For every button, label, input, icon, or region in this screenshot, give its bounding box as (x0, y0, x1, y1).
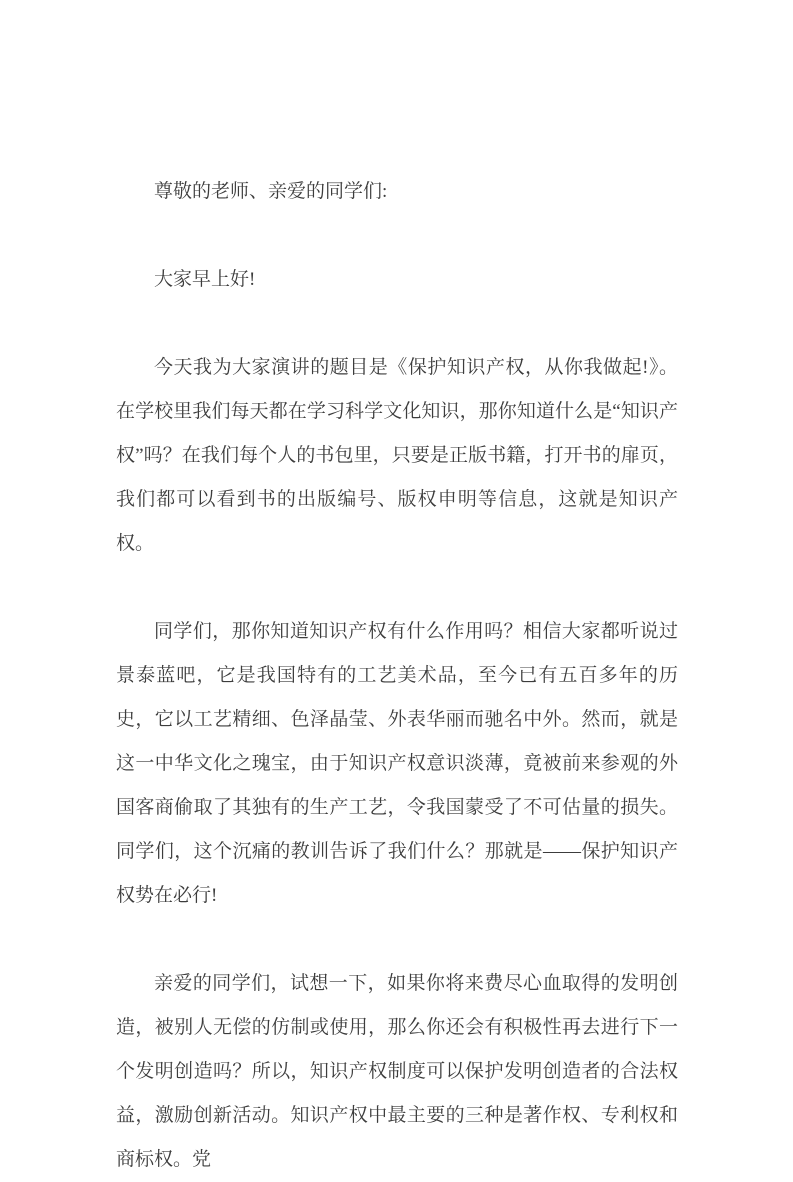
paragraph-salutation: 大家早上好! (154, 269, 256, 290)
paragraph-jingtailan-story: 同学们，那你知道知识产权有什么作用吗？相信大家都听说过景泰蓝吧，它是我国特有的工艺美术品，至今已有五百多年的历史，它以工艺精细、色泽晶莹、外表华丽而驰名中外。然而，就是这一中华文化之瑰宝，由于知识产权意识淡薄，竟被前来参观的外国客商偷取了其独有的生产工艺，令我国蒙受了不可估量的损失。同学们，这个沉痛的教训告诉了我们什么？那就是——保护知识产权势在必行! (116, 621, 678, 906)
paragraph-speech-intro: 今天我为大家演讲的题目是《保护知识产权，从你我做起!》。在学校里我们每天都在学习科学文化知识，那你知道什么是“知识产权”吗？在我们每个人的书包里，只要是正版书籍，打开书的扉页，我们都可以看到书的出版编号、版权申明等信息，这就是知识产权。 (116, 357, 678, 554)
paragraph-ip-system: 亲爱的同学们，试想一下，如果你将来费尽心血取得的发明创造，被别人无偿的仿制或使用，那么你还会有积极性再去进行下一个发明创造吗？所以，知识产权制度可以保护发明创造者的合法权益，激励创新活动。知识产权中最主要的三种是著作权、专利权和商标权。党 (116, 973, 678, 1170)
paragraph-greeting: 尊敬的老师、亲爱的同学们: (154, 181, 388, 202)
document-body (116, 170, 678, 1182)
